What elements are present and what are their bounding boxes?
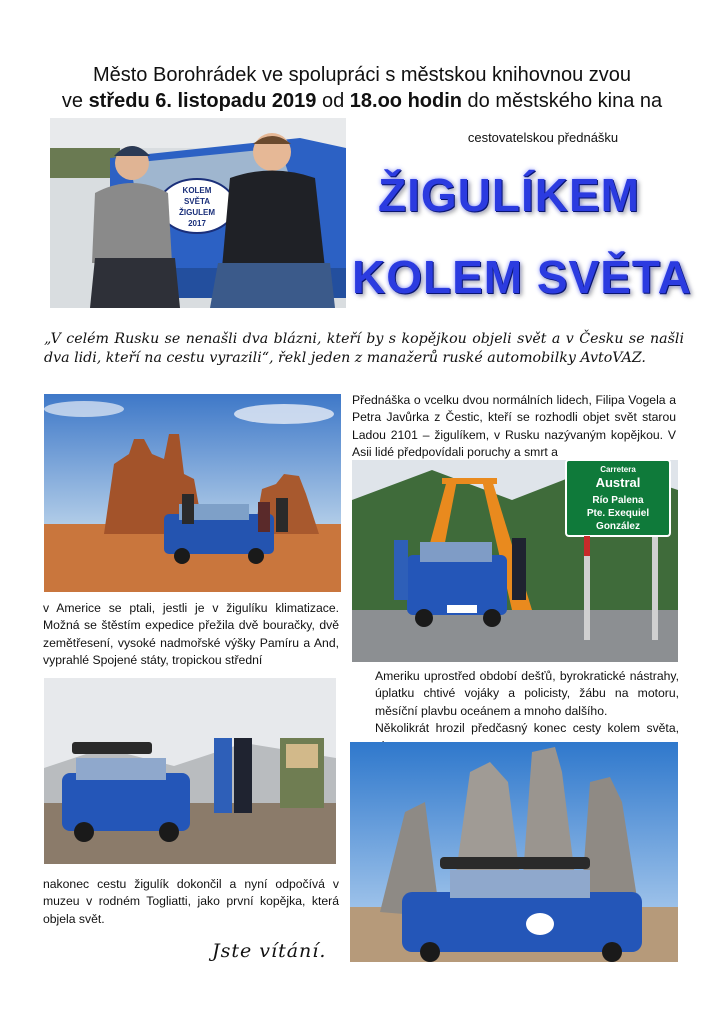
sign-top-text: Carretera — [600, 465, 636, 474]
sticker-line-2: SVĚTA — [183, 197, 211, 206]
header-line-2-prefix: ve — [61, 90, 89, 112]
closing-welcome: Jste vítání. — [212, 940, 327, 962]
invitation-header — [20, 62, 704, 114]
photo-travelers-with-car — [50, 118, 346, 308]
sticker-line-1: KOLEM — [182, 186, 212, 195]
header-line-1: Město Borohrádek ve spolupráci s městskou knihovnou zvou — [92, 64, 632, 86]
sign-name-text: Austral — [595, 475, 641, 490]
lecture-subtitle: cestovatelskou přednášku — [467, 130, 619, 145]
paragraph-intro: Přednáška o vcelku dvou normálních lidech, Filipa Vogela a Petra Javůrka z Čestic, kteří se rozhodli objet svět starou Ladou 2101 – žigulíkem, v Rusku nazývaným kopějkou. V Asii lidé předpovídali poruchy a smrt a — [352, 393, 676, 460]
event-date: středu 6. listopadu 2019 — [88, 90, 317, 112]
photo-hand-of-desert — [350, 742, 678, 962]
sticker-line-3: ŽIGULEM — [179, 208, 215, 217]
paragraph-risk-text: Několikrát hrozil předčasný konec cesty kolem světa, — [375, 721, 679, 736]
title-line-2: KOLEM SVĚTA — [352, 251, 692, 303]
paragraph-america: v Americe se ptali, jestli je v žigulíku klimatizace. Možná se štěstím expedice přežila dvě bouračky, dvě zemětřesení, vysoké nadmořské výšky Pamíru a And, vyprahlé Spojené státy, tropickou střední — [43, 601, 339, 668]
header-line-2 — [20, 88, 704, 114]
header-line-2-suffix: do městského kina na — [462, 90, 663, 112]
sign-line-2: Pte. Exequiel — [586, 508, 650, 519]
paragraph-central-america-text: Ameriku uprostřed období dešťů, byrokratické nástrahy, úplatku chtivé vojáky a policisty, žábu na motoru, měsíční plavbu oceánem a mnoho dalšího. — [375, 669, 679, 718]
event-time: 18.oo hodin — [349, 90, 462, 112]
header-line-2-mid: od — [316, 90, 350, 112]
sticker-line-4: 2017 — [188, 219, 206, 228]
sign-line-1: Río Palena — [592, 495, 644, 506]
photo-mountain-pass — [44, 678, 336, 864]
paragraph-ending: nakonec cestu žigulík dokončil a nyní odpočívá v muzeu v rodném Togliatti, jako první kopějka, která objela svět. — [43, 877, 339, 926]
photo-bridge-road-sign — [352, 460, 678, 662]
title-line-1: ŽIGULÍKEM — [378, 169, 640, 221]
sign-line-3: González — [596, 521, 640, 532]
photo-monument-valley — [44, 394, 341, 592]
quote-text: „V celém Rusku se nenašli dva blázni, kteří by s kopějkou objeli svět a v Česku se našli dva lidi, kteří na cestu vyrazili“, řekl jeden z manažerů ruské automobilky AvtoVAZ. — [44, 331, 684, 366]
